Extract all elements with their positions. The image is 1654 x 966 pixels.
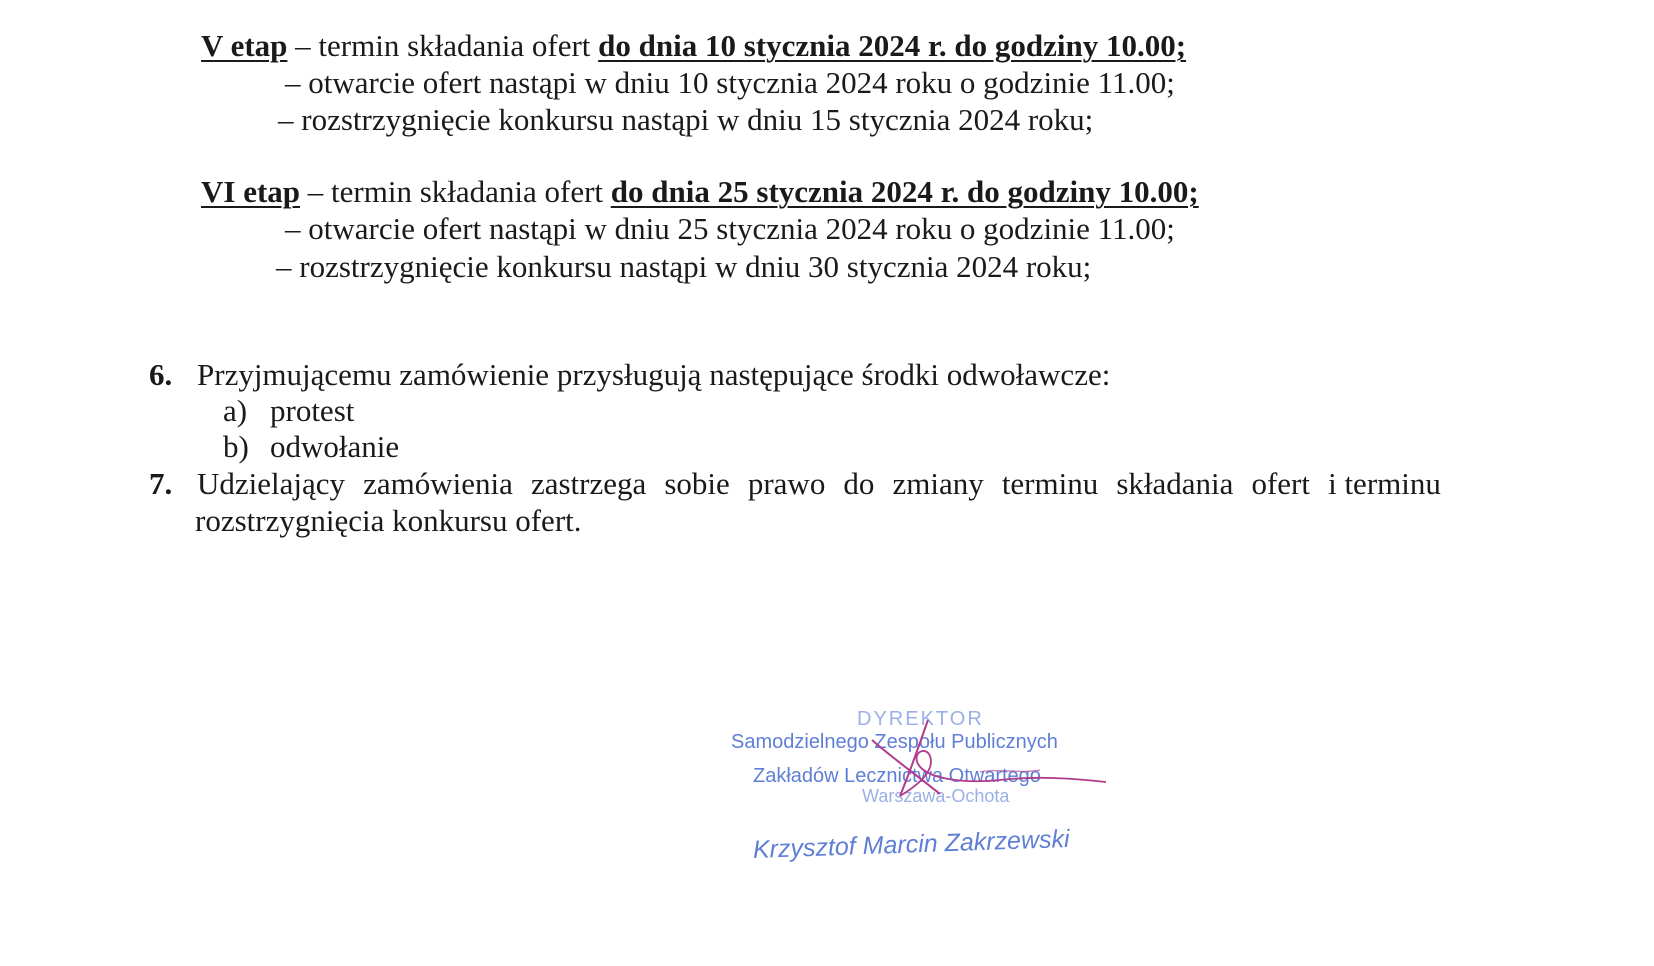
stamp-line2: Zakładów Lecznictwa Otwartego — [753, 765, 1041, 787]
signature-icon — [860, 712, 1120, 802]
item7-line1 — [197, 466, 1441, 502]
stamp-title: DYREKTOR — [857, 708, 984, 730]
item7-word: sobie — [664, 466, 730, 501]
item7-number: 7. — [149, 466, 173, 501]
item6-option-b-marker: b) — [223, 429, 249, 464]
item7-word: ofert — [1251, 466, 1310, 501]
item7-word: do — [843, 466, 875, 501]
stage5-heading — [201, 28, 1186, 64]
item7-word: zmiany — [892, 466, 984, 501]
stage6-label: VI etap — [201, 174, 301, 209]
stage6-deadline: do dnia 25 stycznia 2024 r. do godziny 10.00; — [610, 174, 1199, 209]
stage5-resolution: – rozstrzygnięcie konkursu nastąpi w dniu 15 stycznia 2024 roku; — [278, 102, 1094, 137]
stage6-heading — [201, 174, 1199, 210]
item7-word: Udzielający — [197, 466, 346, 501]
stage5-text: – termin składania ofert — [287, 28, 599, 63]
stage6-resolution: – rozstrzygnięcie konkursu nastąpi w dniu 30 stycznia 2024 roku; — [276, 249, 1092, 284]
item7-word: zamówienia — [363, 466, 513, 501]
stage6-opening: – otwarcie ofert nastąpi w dniu 25 stycznia 2024 roku o godzinie 11.00; — [285, 211, 1175, 246]
stamp-line1: Samodzielnego Zespołu Publicznych — [731, 731, 1058, 753]
item7-line2: rozstrzygnięcia konkursu ofert. — [195, 503, 582, 538]
item7-word: zastrzega — [530, 466, 647, 501]
item6-number: 6. — [149, 357, 173, 392]
stamp-name: Krzysztof Marcin Zakrzewski — [752, 824, 1070, 864]
stamp-line3: Warszawa-Ochota — [862, 786, 1010, 806]
item7-word: terminu — [1001, 466, 1099, 501]
stage6-text: – termin składania ofert — [300, 174, 611, 209]
item6-option-a-marker: a) — [223, 393, 248, 428]
item6-option-b-text: odwołanie — [270, 429, 400, 464]
item7-word: i terminu — [1328, 466, 1441, 501]
item6-option-a-text: protest — [270, 393, 355, 428]
stage5-label: V etap — [201, 28, 288, 63]
item7-word: składania — [1116, 466, 1234, 501]
item6-text: Przyjmującemu zamówienie przysługują następujące środki odwoławcze: — [197, 357, 1111, 392]
stage5-deadline: do dnia 10 stycznia 2024 r. do godziny 10.00; — [598, 28, 1187, 63]
stage5-opening: – otwarcie ofert nastąpi w dniu 10 stycznia 2024 roku o godzinie 11.00; — [285, 65, 1175, 100]
item7-word: prawo — [747, 466, 826, 501]
